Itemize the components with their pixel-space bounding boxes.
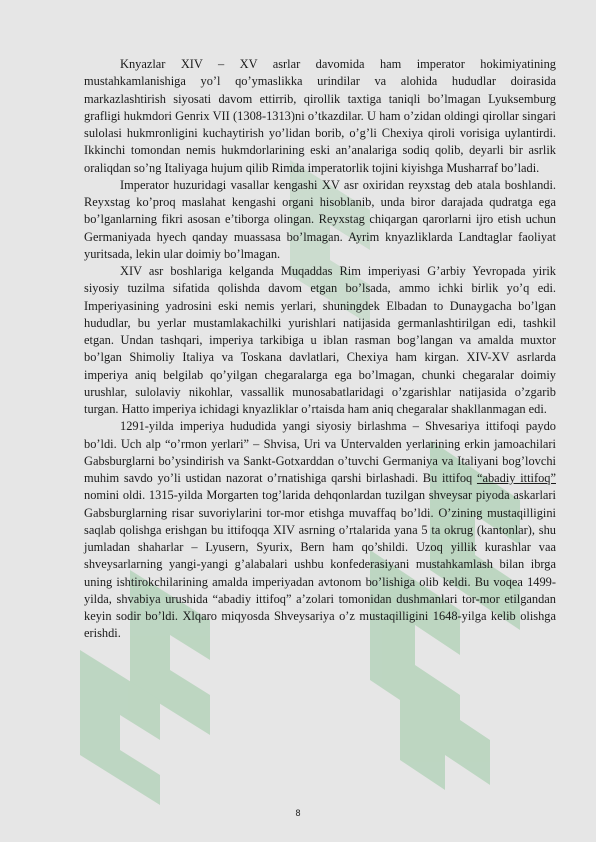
body-text: [84, 56, 556, 643]
paragraph-3: XIV asr boshlariga kelganda Muqaddas Rim imperiyasi G’arbiy Yevropada yirik siyosiy tuzilma sifatida qolishda davom etgan bo’lsada, ammo ichki birlik yo’q edi. Imperiyasining yadrosini eski nemis yerlari, shuningdek Elbadan to Dunaygacha bo’lgan hududlar, bu yerlar mustamlakachilki yurishlari natijasida germanlashtirilgan edi, tashkil etgan. Undan tashqari, imperiya tarkibiga u iblan rasman bog’langan va amalda muxtor bo’lgan Shimoliy Italiya va Toskana davlatlari, Chexiya ham kirgan. XIV-XV asrlarda imperiya aniq belgilab qo’yilgan chegaralarga ega bo’lmagan, chunki chegaralar doimiy urushlar, sulolaviy nikohlar, vassallik munosabatlaridagi o’zgarishlar natijasida o’zgarib turgan. Hatto imperiya ichidagi knyazliklar o’rtaisda ham aniq chegaralar shakllanmagan edi.: [84, 264, 556, 416]
paragraph-1: Knyazlar XIV – XV asrlar davomida ham imperator hokimiyatining mustahkamlanishiga yo’l qo’ymaslikka urindilar va alohida hududlar doirasida markazlashtirish siyosati davom ettirrib, qirollik taxtiga taniqli bo’lmagan Lyuksemburg grafligi hukmdori Genrix VII (1308-1313)ni o’tkazdilar. U ham o’zidan oldingi qirollar singari sulolasi hukmronligini kuchaytirish yo’lidan borib, o’g’li Chexiya qiroli vorisiga uylantirdi. Ikkinchi tomondan nemis hukmdorlarining eski an’analariga sodiq qolib, deyarli bir asrlik oraliqdan so’ng Italiyaga hujum qilib Rimda imperatorlik tojini kiyishga Musharraf bo’ladi.: [84, 57, 556, 175]
paragraph-2: Imperator huzuridagi vasallar kengashi XV asr oxiridan reyxstag deb atala boshlandi. Reyxstag ko’proq maslahat kengashi organi hisoblanib, unda biror darajada qudratga ega bo’lganlarning fikri asosan e’tiborga olingan. Reyxstag chiqargan qarorlarni ijro etish uchun Germaniyada hyech qanday muassasa bo’lmagan. Ayrim knyazliklarda Landtaglar faoliyat yuritsada, lekin ular doimiy bo’lmagan.: [84, 177, 556, 261]
underlined-term: “abadiy ittifoq”: [476, 471, 556, 485]
paragraph-4: 1291-yilda imperiya hududida yangi siyosiy birlashma – Shvesariya ittifoqi paydo bo’ldi. Uch alp “o’rmon yerlari” – Shvisa, Uri va Untervalden yerlarining erkin jamoachilari Gabsburglarni bo’ysindirish va Sankt-Gotxarddan o’tuvchi Germaniya va Italiyani bog’lovchi muhim savdo yo’li ustidan nazorat o’rnatishiga qarshi birlashadi. Bu ittifoq “abadiy ittifoq” nomini oldi. 1315-yilda Morgarten tog’larida dehqonlardan tuzilgan shveysar piyoda askarlari Gabsburglarning risar suvoriylarini tor-mor etishga muvaffaq bo’ldi. O’zining mustaqilligini saqlab qolishga erishgan bu ittifoqqa XIV asrning o’rtalarida yana 5 ta okrug (kantonlar), shu jumladan shaharlar – Lyusern, Syurix, Bern ham qo’shildi. Uzoq yillik kurashlar vaa shveysarlarning yangi-yangi g’alabalari ushbu konfederasiyani mustahkamlash bilan ibrga uning ishtirokchilarining amalda imperiyadan avtonom bo’lishiga olib keldi. Bu voqea 1499-yilda, shvabiya urushida “abadiy ittifoq” a’zolari tomonidan dushmanlari tor-mor etilgandan keyin sodir bo’ldi. Xlqaro miqyosda Shveysariya o’z mustaqilligini 1648-yilga kelib olishga erishdi.: [84, 419, 556, 641]
page-number: 8: [295, 808, 301, 818]
